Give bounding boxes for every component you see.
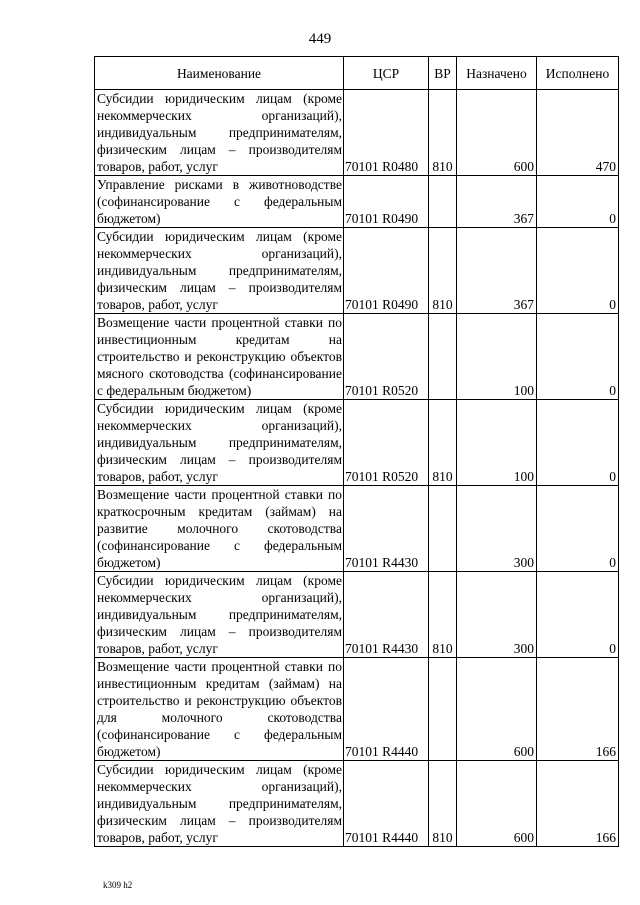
cell-assigned: 600 <box>457 90 537 176</box>
cell-assigned: 300 <box>457 572 537 658</box>
page-number: 449 <box>308 31 332 47</box>
cell-name: Возмещение части процентной ставки по инвестиционным кредитам на строительство и реконструкцию объектов мясного скотоводства (софинансирование с федеральным бюджетом) <box>95 314 344 400</box>
table-row <box>95 314 619 400</box>
cell-executed: 0 <box>537 572 619 658</box>
cell-vr <box>429 314 457 400</box>
cell-executed: 166 <box>537 761 619 847</box>
cell-name: Субсидии юридическим лицам (кроме некоммерческих организаций), индивидуальным предпринимателям, физическим лицам – производителям товаров, работ, услуг <box>95 761 344 847</box>
cell-csr: 70101 R0520 <box>344 400 429 486</box>
cell-executed: 0 <box>537 400 619 486</box>
table-row <box>95 486 619 572</box>
cell-csr: 70101 R4430 <box>344 572 429 658</box>
cell-name: Возмещение части процентной ставки по краткосрочным кредитам (займам) на развитие молочного скотоводства (софинансирование с федеральным бюджетом) <box>95 486 344 572</box>
cell-csr: 70101 R0490 <box>344 176 429 228</box>
cell-vr: 810 <box>429 400 457 486</box>
cell-csr: 70101 R0520 <box>344 314 429 400</box>
cell-csr: 70101 R4440 <box>344 761 429 847</box>
header-assigned: Назначено <box>457 57 537 90</box>
cell-csr: 70101 R4430 <box>344 486 429 572</box>
cell-vr <box>429 658 457 761</box>
cell-executed: 0 <box>537 176 619 228</box>
header-executed: Исполнено <box>537 57 619 90</box>
cell-executed: 0 <box>537 486 619 572</box>
cell-name: Субсидии юридическим лицам (кроме некоммерческих организаций), индивидуальным предпринимателям, физическим лицам – производителям товаров, работ, услуг <box>95 90 344 176</box>
table-row <box>95 658 619 761</box>
cell-assigned: 600 <box>457 761 537 847</box>
cell-name: Субсидии юридическим лицам (кроме некоммерческих организаций), индивидуальным предпринимателям, физическим лицам – производителям товаров, работ, услуг <box>95 572 344 658</box>
cell-assigned: 367 <box>457 228 537 314</box>
table-header-row <box>95 57 619 90</box>
footer-code: k309 h2 <box>103 880 133 890</box>
cell-assigned: 300 <box>457 486 537 572</box>
cell-executed: 470 <box>537 90 619 176</box>
header-csr: ЦСР <box>344 57 429 90</box>
budget-table <box>94 56 619 847</box>
cell-vr: 810 <box>429 761 457 847</box>
cell-assigned: 100 <box>457 400 537 486</box>
cell-assigned: 100 <box>457 314 537 400</box>
cell-vr: 810 <box>429 228 457 314</box>
cell-executed: 0 <box>537 314 619 400</box>
cell-name: Субсидии юридическим лицам (кроме некоммерческих организаций), индивидуальным предпринимателям, физическим лицам – производителям товаров, работ, услуг <box>95 228 344 314</box>
table-row <box>95 176 619 228</box>
cell-vr <box>429 486 457 572</box>
cell-executed: 0 <box>537 228 619 314</box>
cell-name: Субсидии юридическим лицам (кроме некоммерческих организаций), индивидуальным предпринимателям, физическим лицам – производителям товаров, работ, услуг <box>95 400 344 486</box>
cell-name: Управление рисками в животноводстве (софинансирование с федеральным бюджетом) <box>95 176 344 228</box>
table-row <box>95 572 619 658</box>
header-name: Наименование <box>95 57 344 90</box>
cell-vr: 810 <box>429 572 457 658</box>
header-vr: ВР <box>429 57 457 90</box>
table-row <box>95 400 619 486</box>
table-row <box>95 761 619 847</box>
cell-vr: 810 <box>429 90 457 176</box>
cell-vr <box>429 176 457 228</box>
table-row <box>95 90 619 176</box>
cell-assigned: 600 <box>457 658 537 761</box>
cell-csr: 70101 R4440 <box>344 658 429 761</box>
table-row <box>95 228 619 314</box>
cell-assigned: 367 <box>457 176 537 228</box>
cell-csr: 70101 R0490 <box>344 228 429 314</box>
cell-executed: 166 <box>537 658 619 761</box>
cell-csr: 70101 R0480 <box>344 90 429 176</box>
cell-name: Возмещение части процентной ставки по инвестиционным кредитам (займам) на строительство и реконструкцию объектов для молочного скотоводства (софинансирование с федеральным бюджетом) <box>95 658 344 761</box>
